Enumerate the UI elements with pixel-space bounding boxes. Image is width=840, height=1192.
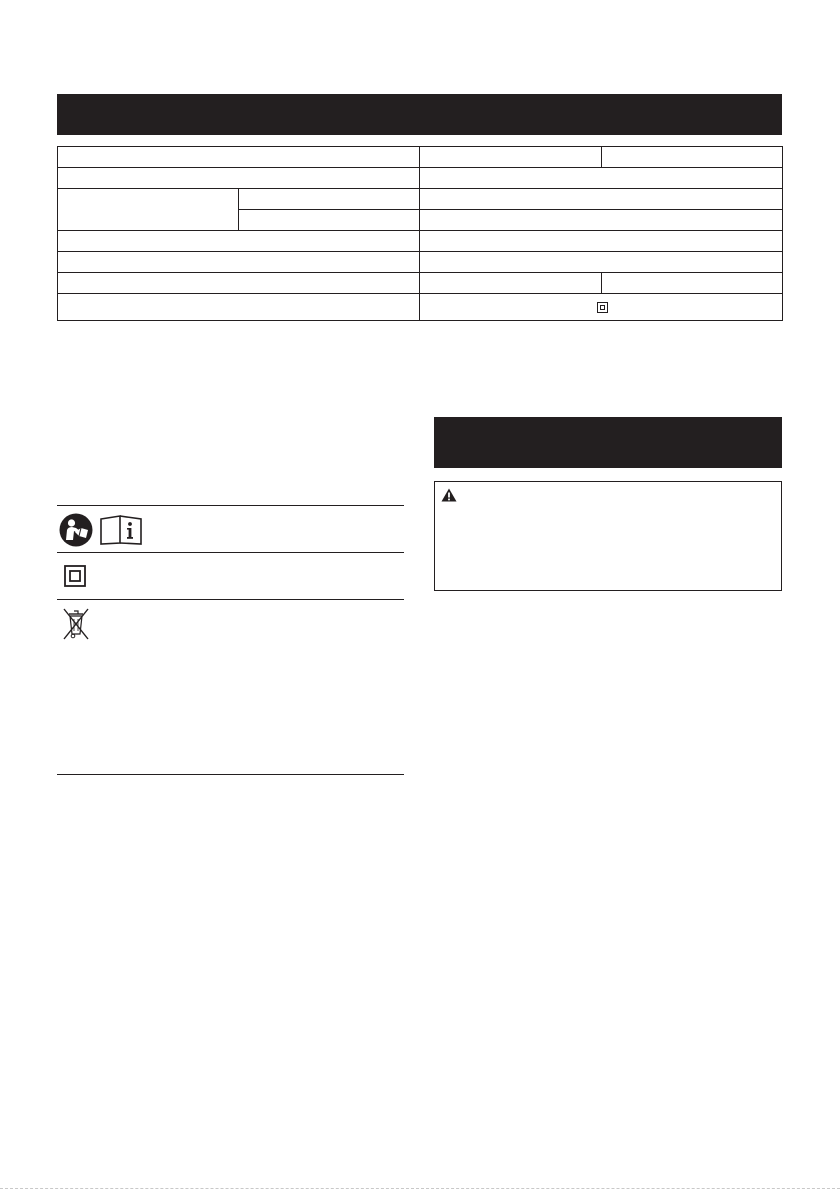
- double-insulation-icon: [597, 302, 608, 313]
- safety-warnings-header-bar: [434, 417, 782, 468]
- spec-label-cell: [58, 273, 420, 294]
- specifications-table: [57, 146, 783, 321]
- spec-value-cell: [420, 210, 783, 231]
- spec-label-cell: [58, 252, 420, 273]
- crossed-out-wheelie-bin-icon: [61, 606, 91, 642]
- table-row: [58, 252, 783, 273]
- spec-label-cell: [58, 147, 420, 168]
- page-bottom-divider: [0, 1188, 840, 1189]
- spec-sublabel-cell: [239, 210, 420, 231]
- spec-value-cell: [420, 189, 783, 210]
- spec-value-cell: [420, 294, 783, 321]
- spec-value-cell: [420, 231, 783, 252]
- symbols-list: [57, 505, 404, 775]
- table-row: [58, 147, 783, 168]
- spec-value-cell: [420, 252, 783, 273]
- list-item: [57, 552, 404, 599]
- spec-value-cell: [602, 273, 783, 294]
- spec-label-cell: [58, 294, 420, 321]
- spec-value-cell: [420, 147, 602, 168]
- table-row: [58, 294, 783, 321]
- table-row: [58, 189, 783, 210]
- spec-label-cell: [58, 168, 420, 189]
- warning-box: [434, 481, 782, 591]
- spec-value-cell: [420, 273, 602, 294]
- list-item: [57, 505, 404, 552]
- read-manual-person-icon: [59, 513, 93, 547]
- warning-triangle-icon: [441, 488, 457, 502]
- double-insulation-icon: [64, 565, 86, 587]
- spec-sublabel-cell: [239, 189, 420, 210]
- specifications-header-bar: [57, 94, 782, 135]
- table-row: [58, 231, 783, 252]
- table-row: [58, 168, 783, 189]
- instruction-book-icon: [99, 515, 143, 545]
- spec-value-cell: [420, 168, 783, 189]
- spec-group-label-cell: [58, 189, 239, 231]
- spec-label-cell: [58, 231, 420, 252]
- spec-value-cell: [602, 147, 783, 168]
- table-row: [58, 273, 783, 294]
- list-item: [57, 599, 404, 775]
